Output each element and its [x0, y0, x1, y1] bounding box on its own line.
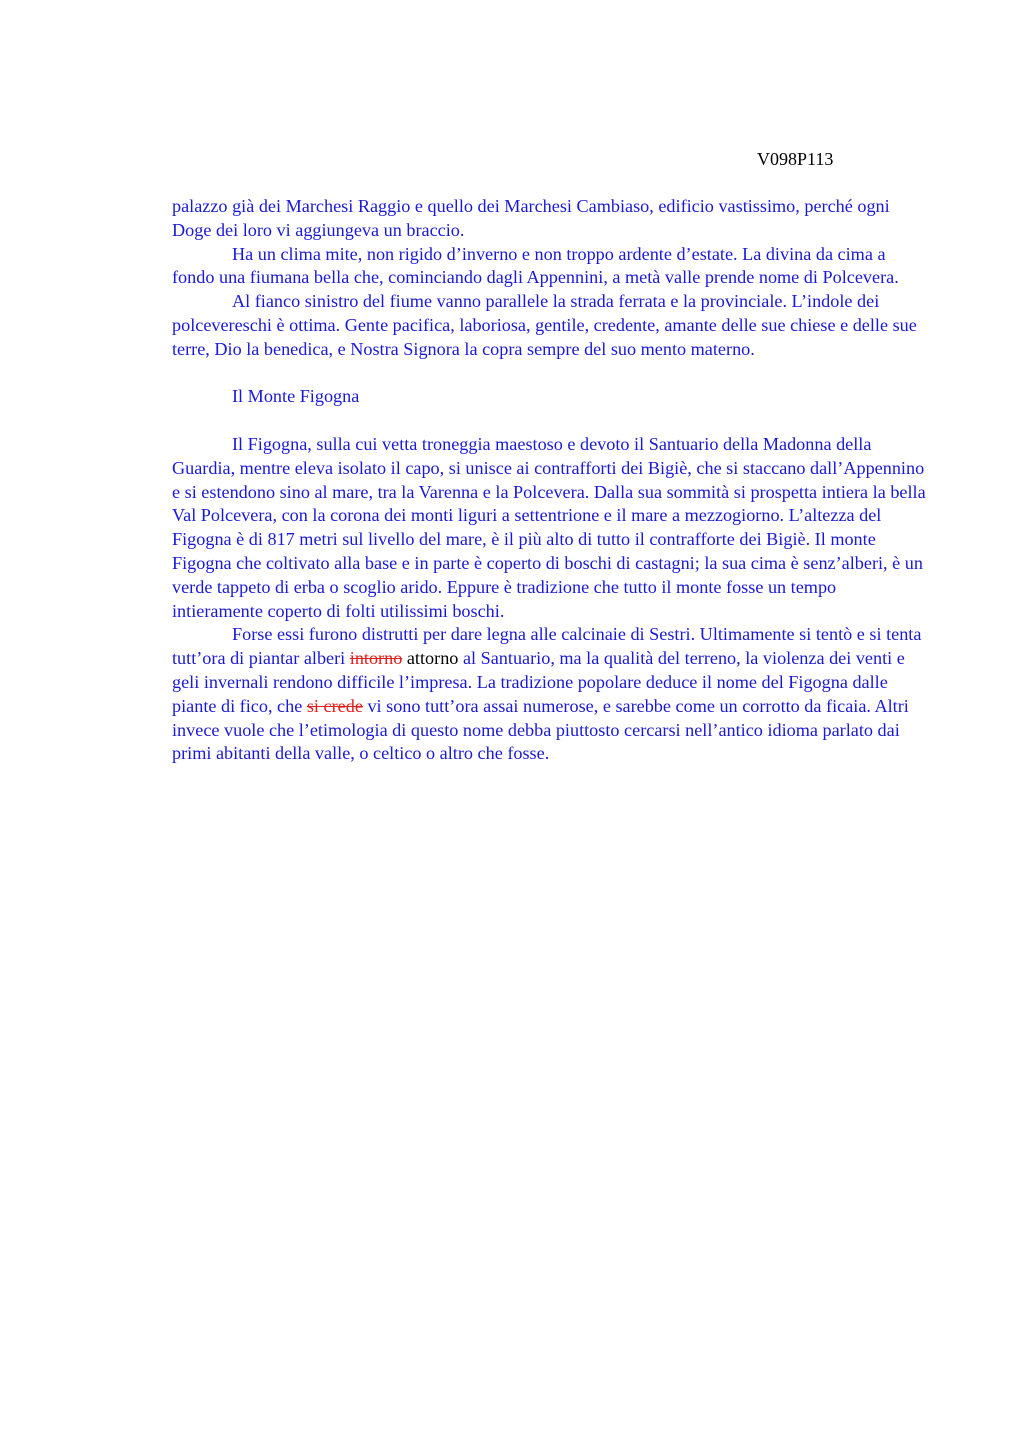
deleted-phrase-si-crede: si crede — [306, 695, 363, 716]
paragraph-1: palazzo già dei Marchesi Raggio e quello dei Marchesi Cambiaso, edificio vastissimo, perché ogni Doge dei loro vi aggiungeva un braccio. — [172, 196, 890, 240]
paragraph-5-text-1: Forse essi furono distrutti per dare legna alle calcinaie di Sestri. Ultimamente si tentò e si tenta tutt’ora di piantar alberi — [172, 624, 922, 669]
deleted-word-intorno: intorno — [349, 648, 403, 669]
paragraph-5-text-3: vi sono tutt’ora assai numerose, e sarebbe come un corrotto da ficaia. Altri invece vuole che l’etimologia di questo nome debba piuttosto cercarsi nell’antico idioma parlato dai primi abitanti della valle, o celtico o altro che fosse. — [172, 695, 909, 764]
paragraph-5 — [172, 623, 930, 766]
document-body — [172, 195, 930, 766]
paragraph-2: Ha un clima mite, non rigido d’inverno e non troppo ardente d’estate. La divina da cima a fondo una fiumana bella che, cominciando dagli Appennini, a metà valle prende nome di Polcevera. — [172, 243, 899, 288]
paragraph-5-text-2: al Santuario, ma la qualità del terreno, la violenza dei venti e geli invernali rendono difficile l’impresa. La tradizione popolare deduce il nome del Figogna dalle piante di fico, che — [172, 648, 905, 716]
paragraph-3: Al fianco sinistro del fiume vanno parallele la strada ferrata e la provinciale. L’indole dei polcevereschi è ottima. Gente pacifica, laboriosa, gentile, credente, amante delle sue chiese e delle sue terre, Dio la benedica, e Nostra Signora la copra sempre del suo mento materno. — [172, 291, 917, 359]
spacer — [172, 362, 930, 386]
spacer — [172, 409, 930, 433]
page-reference: V098P113 — [757, 149, 834, 169]
inserted-word-attorno: attorno — [402, 648, 459, 669]
section-heading: Il Monte Figogna — [232, 386, 360, 407]
paragraph-4: Il Figogna, sulla cui vetta troneggia maestoso e devoto il Santuario della Madonna della Guardia, mentre eleva isolato il capo, si unisce ai contrafforti dei Bigiè, che si staccano dall’Appennino e si estendono sino al mare, tra la Varenna e la Polcevera. Dalla sua sommità si prospetta intiera la bella Val Polcevera, con la corona dei monti liguri a settentrione e il mare a mezzogiorno. L’altezza del Figogna è di 817 metri sul livello del mare, è il più alto di tutto il contrafforte dei Bigiè. Il monte Figogna che coltivato alla base e in parte è coperto di boschi di castagni; la sua cima è senz’alberi, è un verde tappeto di erba o scoglio arido. Eppure è tradizione che tutto il monte fosse un tempo intieramente coperto di folti utilissimi boschi. — [172, 433, 926, 621]
